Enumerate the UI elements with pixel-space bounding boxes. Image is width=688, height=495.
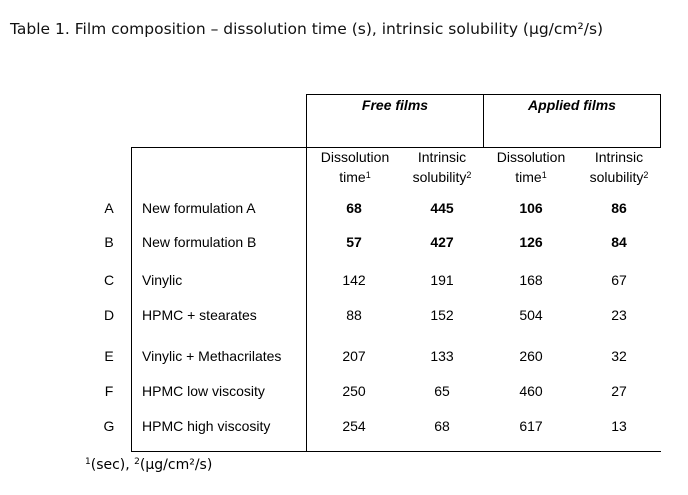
column-header-free-intrinsic-solubility (397, 147, 487, 187)
row-letter: G (103, 418, 115, 434)
cell-applied-intrinsic-solubility: 23 (611, 307, 627, 323)
row-formulation-name: Vinylic + Methacrilates (142, 348, 282, 364)
table-row (0, 381, 688, 401)
cell-applied-intrinsic-solubility: 27 (611, 383, 627, 399)
cell-applied-dissolution-time: 460 (519, 383, 543, 399)
footnote-text-2: (µg/cm²/s) (139, 457, 213, 473)
table-row (0, 346, 688, 366)
group-header-applied-films: Applied films (528, 97, 616, 113)
footnote-text-1: (sec), (90, 457, 135, 473)
footnote-marker-1: 1 (85, 457, 91, 467)
cell-free-intrinsic-solubility: 152 (430, 307, 454, 323)
row-formulation-name: HPMC high viscosity (142, 418, 271, 434)
cell-applied-intrinsic-solubility: 86 (611, 200, 627, 216)
cell-applied-intrinsic-solubility: 84 (611, 234, 627, 250)
cell-free-dissolution-time: 142 (342, 272, 366, 288)
cell-free-intrinsic-solubility: 133 (430, 348, 454, 364)
cell-applied-dissolution-time: 260 (519, 348, 543, 364)
cell-free-dissolution-time: 88 (346, 307, 362, 323)
table-row (0, 198, 688, 218)
cell-free-dissolution-time: 68 (346, 200, 362, 216)
footnote-marker-2: 2 (134, 457, 140, 467)
column-header-line1: Intrinsic (594, 149, 644, 165)
column-header-line2: time$^1$ (515, 169, 547, 185)
cell-applied-intrinsic-solubility: 67 (611, 272, 627, 288)
cell-free-dissolution-time: 57 (346, 234, 362, 250)
cell-applied-intrinsic-solubility: 32 (611, 348, 627, 364)
table-row (0, 416, 688, 436)
row-formulation-name: New formulation B (142, 234, 257, 250)
column-header-line2: solubility$^2$ (589, 169, 649, 185)
cell-applied-dissolution-time: 168 (519, 272, 543, 288)
cell-applied-dissolution-time: 126 (519, 234, 543, 250)
table-footnote (85, 457, 212, 473)
name-column-left-rule (131, 147, 132, 451)
column-header-applied-intrinsic-solubility (574, 147, 664, 187)
row-letter: B (104, 234, 114, 250)
column-header-top-rule (131, 147, 307, 148)
group-header-right-rule (660, 94, 661, 147)
cell-free-intrinsic-solubility: 68 (434, 418, 450, 434)
row-formulation-name: New formulation A (142, 200, 256, 216)
cell-free-dissolution-time: 254 (342, 418, 366, 434)
row-letter: A (104, 200, 114, 216)
cell-applied-dissolution-time: 106 (519, 200, 543, 216)
table-row (0, 270, 688, 290)
table-bottom-rule (131, 451, 661, 452)
table-row (0, 305, 688, 325)
cell-applied-dissolution-time: 617 (519, 418, 543, 434)
column-header-line1: Dissolution (320, 149, 390, 165)
column-header-line2: time$^1$ (339, 169, 371, 185)
cell-applied-intrinsic-solubility: 13 (611, 418, 627, 434)
row-letter: E (104, 348, 114, 364)
column-header-free-dissolution-time (310, 147, 400, 187)
column-header-line1: Dissolution (496, 149, 566, 165)
table-row (0, 232, 688, 252)
column-header-applied-dissolution-time (486, 147, 576, 187)
cell-free-dissolution-time: 250 (342, 383, 366, 399)
cell-free-intrinsic-solubility: 191 (430, 272, 454, 288)
table-caption: Table 1. Film composition – dissolution time (s), intrinsic solubility (µg/cm²/s) (10, 20, 604, 38)
row-letter: C (103, 272, 115, 288)
cell-free-intrinsic-solubility: 427 (430, 234, 454, 250)
cell-free-intrinsic-solubility: 445 (430, 200, 454, 216)
column-header-line2: solubility$^2$ (412, 169, 472, 185)
cell-free-intrinsic-solubility: 65 (434, 383, 450, 399)
cell-free-dissolution-time: 207 (342, 348, 366, 364)
cell-applied-dissolution-time: 504 (519, 307, 543, 323)
row-letter: D (103, 307, 115, 323)
row-formulation-name: HPMC low viscosity (142, 383, 265, 399)
group-header-free-films: Free films (361, 97, 429, 113)
row-letter: F (104, 383, 114, 399)
row-formulation-name: Vinylic (142, 272, 183, 288)
column-header-line1: Intrinsic (417, 149, 467, 165)
row-formulation-name: HPMC + stearates (142, 307, 257, 323)
